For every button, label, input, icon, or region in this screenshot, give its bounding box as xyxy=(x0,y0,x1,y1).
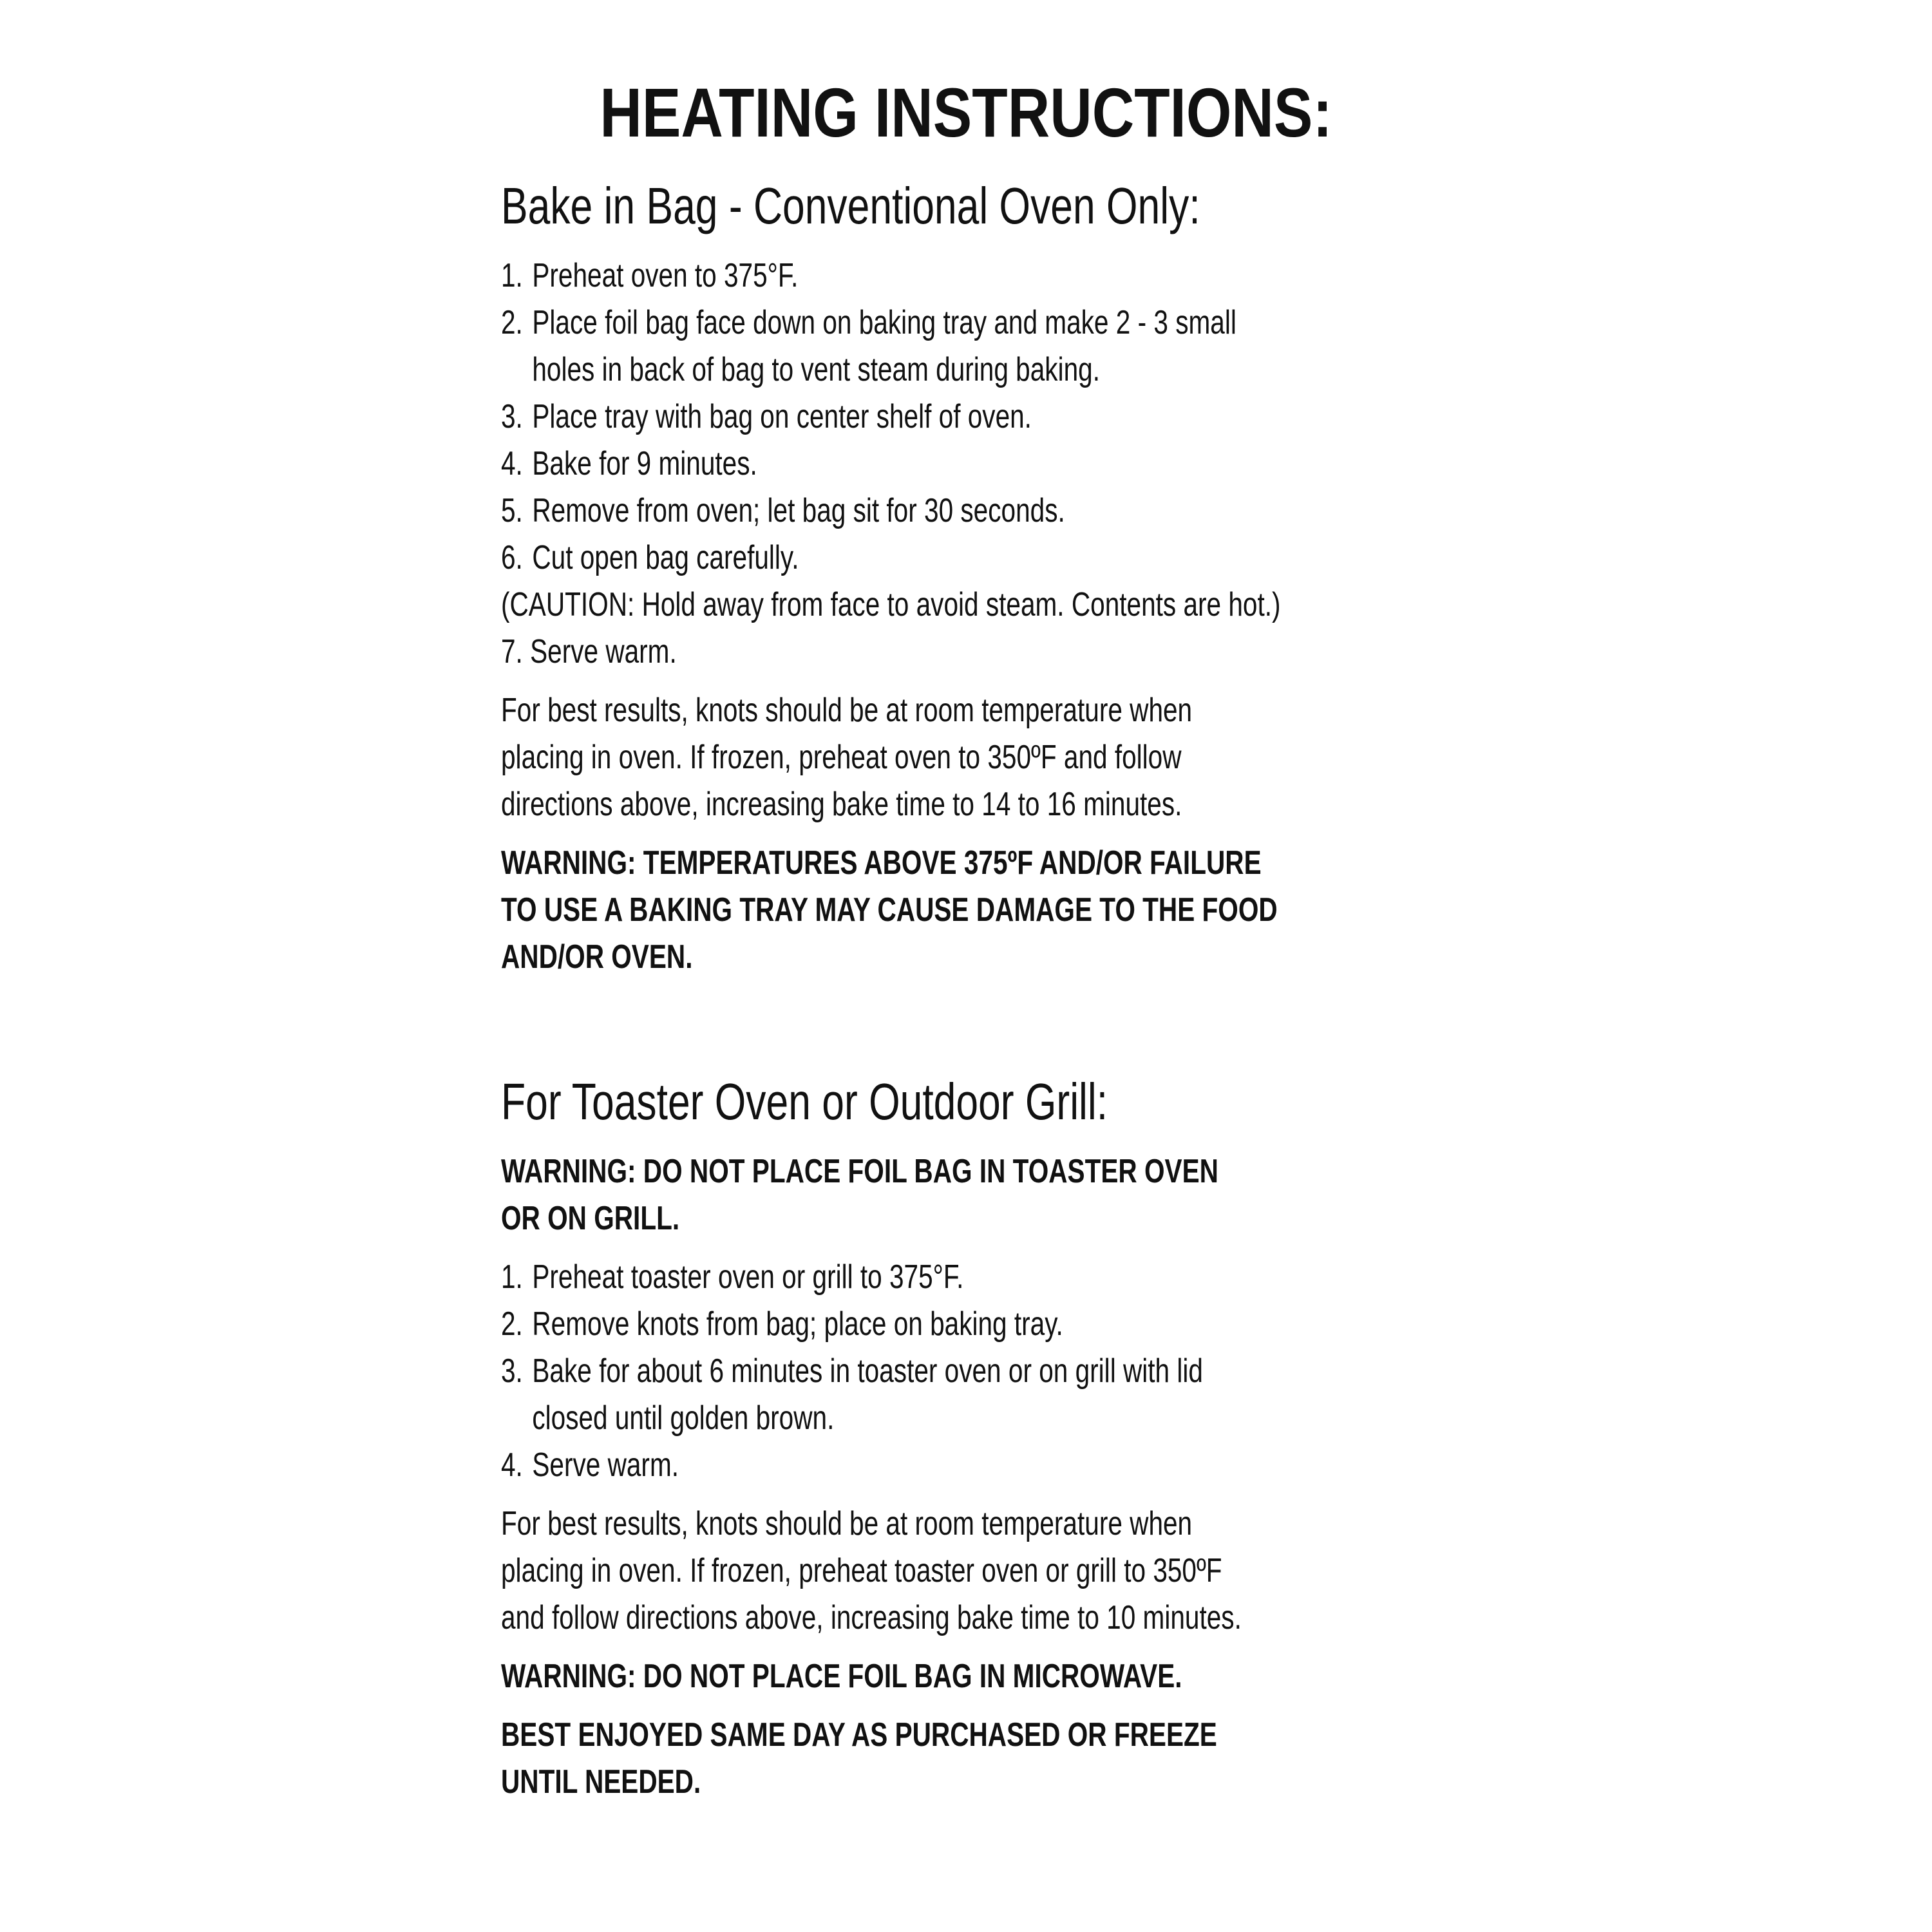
foil-bag-warning xyxy=(501,1148,1486,1242)
warning-line: UNTIL NEEDED. xyxy=(501,1763,701,1801)
list-item: 7. Serve warm. xyxy=(501,633,677,670)
list-item xyxy=(501,1348,1486,1442)
step-text: Place tray with bag on center shelf of oven. xyxy=(532,398,1032,435)
step-number: 6. xyxy=(501,539,523,576)
note-line: placing in oven. If frozen, preheat toaster oven or grill to 350ºF xyxy=(501,1552,1222,1589)
warning-line: AND/OR OVEN. xyxy=(501,938,693,976)
step-text: Bake for about 6 minutes in toaster oven or on grill with lid closed until golden brown. xyxy=(532,1352,1203,1437)
note-line: directions above, increasing bake time to 14 to 16 minutes. xyxy=(501,786,1182,823)
step-number: 2. xyxy=(501,304,523,341)
warning-line: WARNING: TEMPERATURES ABOVE 375ºF AND/OR FAILURE xyxy=(501,844,1262,882)
step-text: Place foil bag face down on baking tray and make 2 - 3 small holes in back of bag to vent steam during baking. xyxy=(532,304,1236,388)
section-spacer xyxy=(501,992,1486,1070)
step-text: Remove from oven; let bag sit for 30 seconds. xyxy=(532,492,1065,529)
temperature-warning xyxy=(501,840,1486,981)
note-line: and follow directions above, increasing bake time to 10 minutes. xyxy=(501,1599,1242,1636)
page-title: HEATING INSTRUCTIONS: xyxy=(600,73,1332,151)
best-results-note xyxy=(501,1501,1486,1642)
conventional-oven-steps xyxy=(501,252,1486,676)
step-number: 5. xyxy=(501,492,523,529)
toaster-oven-steps xyxy=(501,1254,1486,1489)
step-text: Remove knots from bag; place on baking tray. xyxy=(532,1305,1063,1343)
step-number: 3. xyxy=(501,398,523,435)
step-text: Bake for 9 minutes. xyxy=(532,445,757,482)
step-number: 4. xyxy=(501,445,523,482)
step-text: Serve warm. xyxy=(532,1446,679,1484)
list-item xyxy=(501,1301,1486,1348)
section-heading-conventional-oven: Bake in Bag - Conventional Oven Only: xyxy=(501,177,1200,234)
step-text: Cut open bag carefully. xyxy=(532,539,799,576)
list-item xyxy=(501,393,1486,440)
list-item xyxy=(501,252,1486,299)
note-line: placing in oven. If frozen, preheat oven to 350ºF and follow xyxy=(501,739,1182,776)
step-text: Preheat toaster oven or grill to 375°F. xyxy=(532,1258,964,1296)
step-text: Preheat oven to 375°F. xyxy=(532,257,799,294)
note-line: For best results, knots should be at room temperature when xyxy=(501,692,1193,729)
section-toaster-oven-grill xyxy=(501,1070,1486,1806)
storage-note xyxy=(501,1712,1486,1806)
warning-line: BEST ENJOYED SAME DAY AS PURCHASED OR FREEZE xyxy=(501,1716,1217,1754)
step-number: 1. xyxy=(501,1258,523,1296)
step-number: 2. xyxy=(501,1305,523,1343)
best-results-note xyxy=(501,687,1486,828)
list-item xyxy=(501,488,1486,535)
list-item xyxy=(501,1254,1486,1301)
list-item xyxy=(501,1442,1486,1489)
warning-line: TO USE A BAKING TRAY MAY CAUSE DAMAGE TO THE FOOD xyxy=(501,891,1278,929)
microwave-warning: WARNING: DO NOT PLACE FOIL BAG IN MICROWAVE. xyxy=(501,1658,1182,1695)
instructions-body xyxy=(501,174,1315,1817)
warning-line: OR ON GRILL. xyxy=(501,1200,680,1237)
caution-note: (CAUTION: Hold away from face to avoid steam. Contents are hot.) xyxy=(501,586,1281,623)
step-number: 4. xyxy=(501,1446,523,1484)
list-item xyxy=(501,440,1486,488)
step-number: 3. xyxy=(501,1352,523,1390)
warning-line: WARNING: DO NOT PLACE FOIL BAG IN TOASTER OVEN xyxy=(501,1153,1218,1190)
list-item xyxy=(501,299,1486,393)
list-item xyxy=(501,535,1486,582)
step-number: 1. xyxy=(501,257,523,294)
section-heading-toaster-oven-grill: For Toaster Oven or Outdoor Grill: xyxy=(501,1073,1108,1130)
section-conventional-oven xyxy=(501,174,1486,981)
note-line: For best results, knots should be at room temperature when xyxy=(501,1505,1193,1542)
